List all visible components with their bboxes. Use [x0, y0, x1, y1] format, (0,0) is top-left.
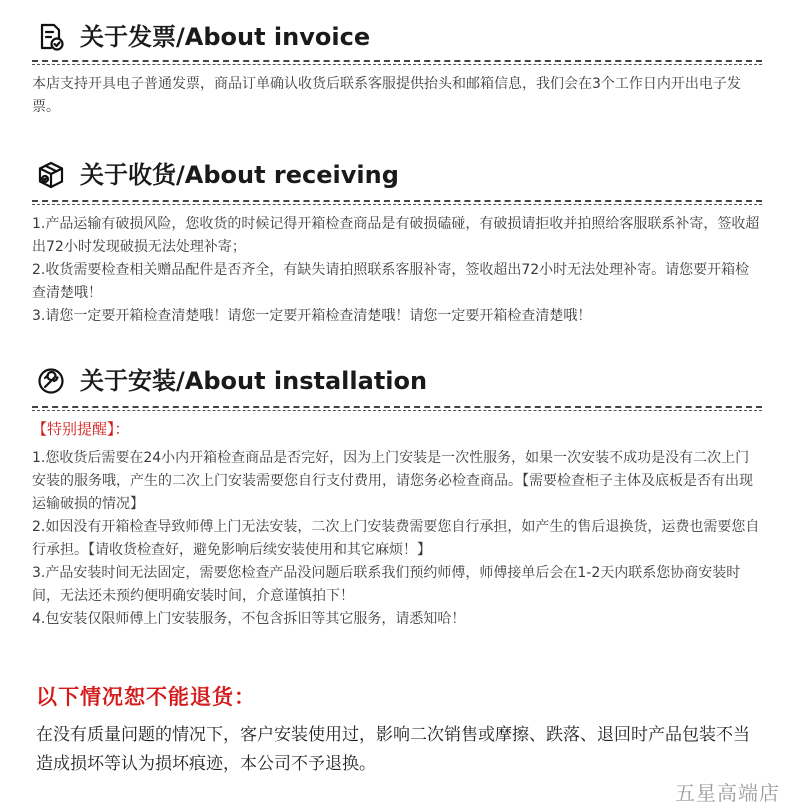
receiving-title: 关于收货/About receiving	[80, 161, 399, 189]
installation-list	[32, 447, 762, 631]
receiving-divider-thin	[32, 204, 762, 205]
installation-title: 关于安装/About installation	[80, 367, 428, 395]
store-watermark: 五星高端店	[675, 781, 780, 805]
list-item: 2.收货需要检查相关赠品配件是否齐全，有缺失请拍照联系客服补寄，签收超出72小时无法处理补寄。请您要开箱检查清楚哦！	[32, 262, 750, 301]
invoice-section	[32, 20, 762, 119]
no-return-title: 以下情况恕不能退货：	[36, 685, 256, 709]
no-return-text: 在没有质量问题的情况下，客户安装使用过，影响二次销售或摩擦、跌落、退回时产品包装不当造成损坏等认为损坏痕迹，本公司不予退换。	[36, 725, 750, 774]
installation-section	[32, 364, 762, 631]
list-item: 2.如因没有开箱检查导致师傅上门无法安装，二次上门安装费需要您自行承担，如产生的售后退换货，运费也需要您自行承担。【请收货检查好，避免影响后续安装使用和其它麻烦！】	[32, 519, 760, 558]
receiving-divider	[32, 200, 762, 202]
installation-divider	[32, 406, 762, 408]
invoice-divider	[32, 60, 762, 62]
no-return-section	[36, 683, 766, 779]
invoice-text: 本店支持开具电子普通发票，商品订单确认收货后联系客服提供抬头和邮箱信息，我们会在3个工作日内开出电子发票。	[32, 76, 741, 115]
list-item: 1.产品运输有破损风险，您收货的时候记得开箱检查商品是有破损磕碰，有破损请拒收并拍照给客服联系补寄，签收超出72小时发现破损无法处理补寄；	[32, 216, 760, 255]
list-item: 3.产品安装时间无法固定，需要您检查产品没问题后联系我们预约师傅，师傅接单后会在1-2天内联系您协商安装时间，无法还未预约便明确安装时间，介意谨慎拍下！	[32, 565, 741, 604]
installation-divider-thin	[32, 410, 762, 411]
package-icon	[36, 160, 66, 190]
receiving-section	[32, 158, 762, 328]
list-item: 4.包安装仅限师傅上门安装服务，不包含拆旧等其它服务，请悉知哈！	[32, 611, 466, 627]
invoice-title: 关于发票/About invoice	[80, 23, 371, 51]
invoice-header	[32, 20, 762, 56]
installation-header	[32, 364, 762, 400]
receiving-list	[32, 213, 762, 328]
list-item: 3.请您一定要开箱检查清楚哦！请您一定要开箱检查清楚哦！请您一定要开箱检查清楚哦！	[32, 308, 592, 324]
special-notice-label: 【特别提醒】：	[32, 420, 130, 438]
list-item: 1.您收货后需要在24小内开箱检查商品是否完好，因为上门安装是一次性服务，如果一次安装不成功是没有二次上门安装的服务哦，产生的二次上门安装需要您自行支付费用，请您务必检查商品。【需要检查柜子主体及底板是否有出现运输破损的情况】	[32, 450, 753, 512]
invoice-icon	[36, 22, 66, 52]
receiving-header	[32, 158, 762, 194]
wrench-icon	[36, 366, 66, 396]
invoice-divider-thin	[32, 64, 762, 65]
